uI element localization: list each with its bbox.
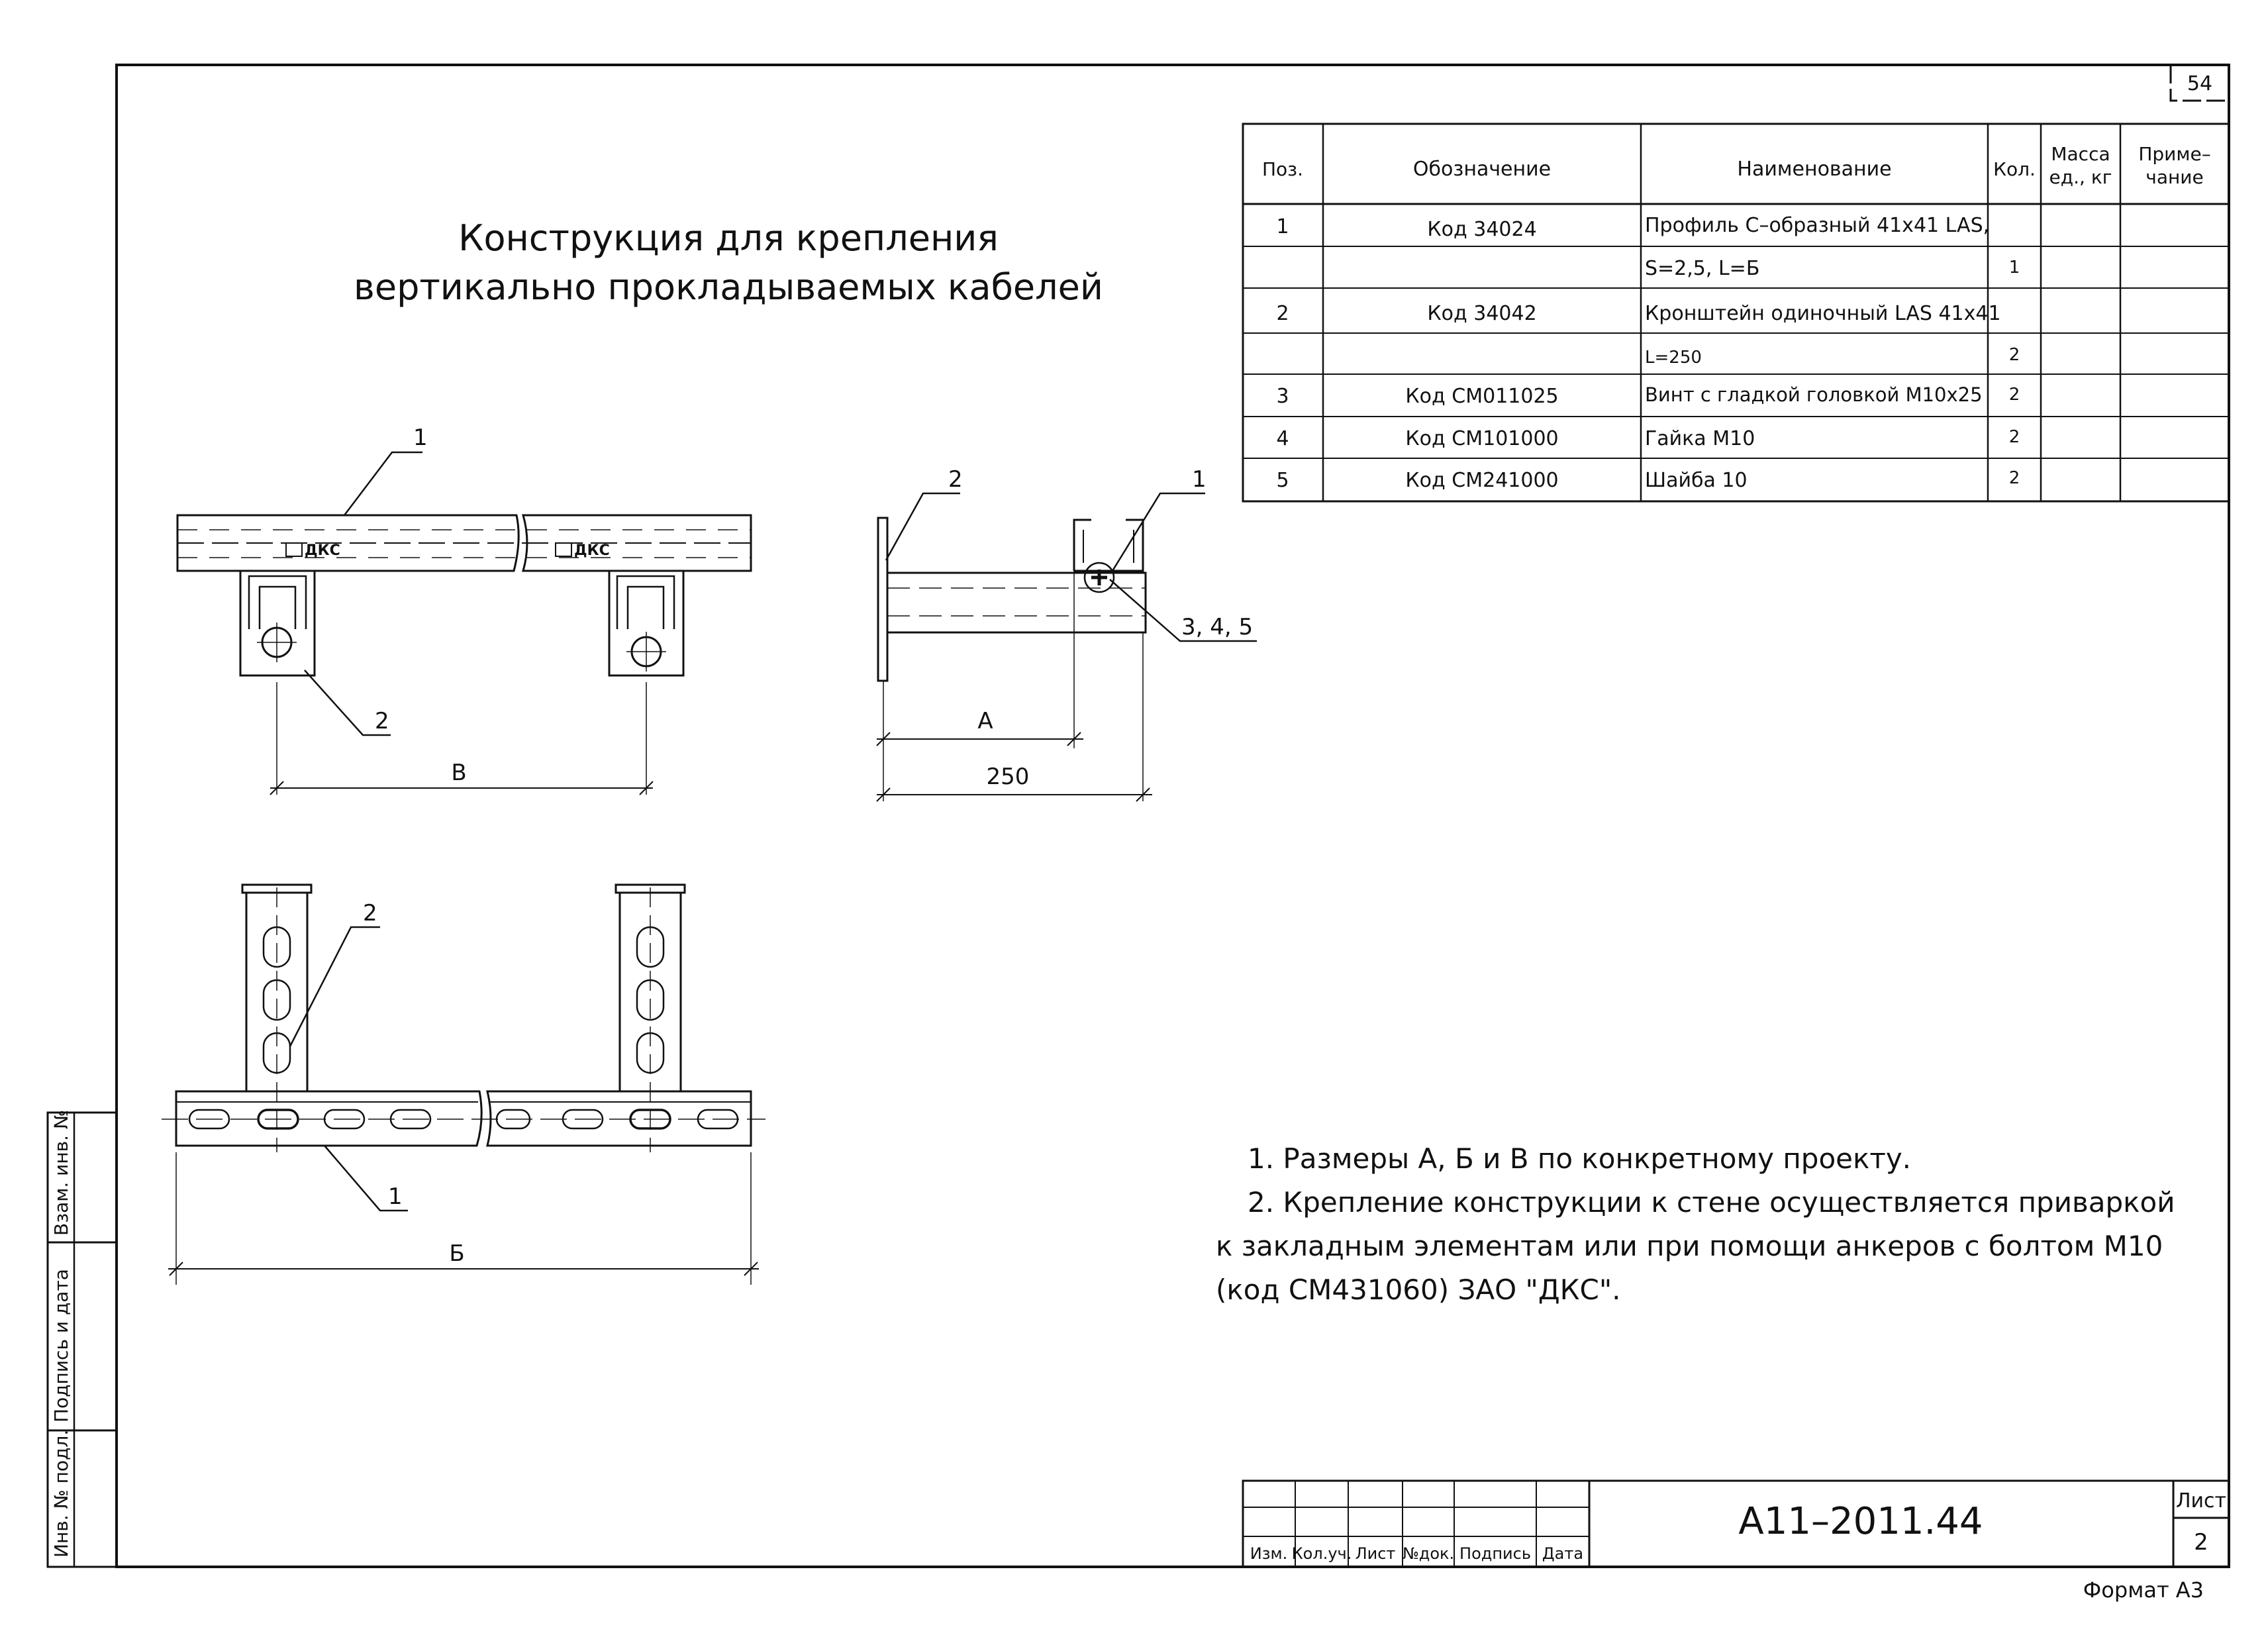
table-row-qty: 2 <box>2008 468 2020 488</box>
th-designation: Обозначение <box>1412 158 1552 181</box>
table-row-name: Винт с гладкой головкой М10х25 <box>1645 383 1983 406</box>
tb-podpis: Подпись <box>1459 1544 1531 1563</box>
table-row-qty: 2 <box>2008 427 2020 447</box>
logo-dks-right: ДКС <box>574 542 610 559</box>
callout-1-plan: 1 <box>388 1183 403 1210</box>
table-row-designation: Код 34024 <box>1427 218 1537 241</box>
note-2-line1: 2. Крепление конструкции к стене осуществляется приваркой <box>1248 1186 2175 1219</box>
table-row-name: Кронштейн одиночный LAS 41х41 <box>1645 302 2001 325</box>
table-row-name: Профиль С–образный 41х41 LAS, <box>1645 214 1990 237</box>
table-row-qty: 2 <box>2008 385 2020 405</box>
logo-dks-left: ДКС <box>305 542 340 559</box>
table-row-designation: Код СМ101000 <box>1405 427 1559 450</box>
callout-1-side: 1 <box>1192 466 1207 493</box>
th-qty: Кол. <box>1993 158 2036 180</box>
th-mass-1: Масса <box>2051 143 2110 165</box>
plan-view-drawing <box>162 885 765 1285</box>
th-mass-2: ед., кг <box>2049 166 2112 188</box>
side-view-drawing <box>877 493 1257 801</box>
tb-sheet-number: 2 <box>2194 1529 2208 1556</box>
table-row-pos: 3 <box>1276 385 1289 408</box>
table-row-qty: 1 <box>2008 258 2020 277</box>
drawing-title-line2: вертикально прокладываемых кабелей <box>354 266 1103 308</box>
table-row-pos: 5 <box>1276 469 1289 492</box>
stamp-inv-podl: Инв. № подл. <box>50 1429 72 1558</box>
table-row-pos: 1 <box>1276 215 1289 238</box>
stamp-vzam-inv: Взам. инв. № <box>50 1109 72 1236</box>
callout-1-front: 1 <box>413 424 428 451</box>
table-row-name: Гайка М10 <box>1645 427 1755 450</box>
tb-data: Дата <box>1542 1544 1584 1563</box>
th-note-1: Приме– <box>2138 143 2211 165</box>
tb-ndok: №док. <box>1402 1544 1455 1563</box>
dim-label-B: Б <box>449 1240 465 1267</box>
tb-list: Лист <box>1355 1544 1396 1563</box>
tb-sheet-label: Лист <box>2175 1489 2227 1513</box>
dim-label-V: В <box>451 760 467 786</box>
table-row-name: Шайба 10 <box>1645 469 1748 492</box>
callout-2-plan: 2 <box>363 900 377 926</box>
table-row-pos: 4 <box>1276 427 1289 450</box>
table-row-designation: Код СМ241000 <box>1405 469 1559 492</box>
th-pos: Поз. <box>1262 158 1303 180</box>
format-label: Формат А3 <box>2083 1577 2204 1603</box>
spec-rows <box>1276 214 2020 492</box>
tb-koluch: Кол.уч. <box>1291 1544 1352 1563</box>
table-row-designation: Код СМ011025 <box>1405 385 1559 408</box>
corner-sheet-number: 54 <box>2187 72 2213 95</box>
callout-2-side: 2 <box>948 466 963 493</box>
dim-label-250: 250 <box>986 764 1030 790</box>
stamp-podpis-data: Подпись и дата <box>50 1269 72 1422</box>
th-note-2: чание <box>2145 166 2204 188</box>
note-2-line2: к закладным элементам или при помощи анкеров с болтом М10 <box>1216 1230 2163 1262</box>
front-view-drawing <box>177 452 751 795</box>
tb-izm: Изм. <box>1250 1544 1288 1563</box>
note-2-line3: (код СМ431060) ЗАО "ДКС". <box>1216 1273 1621 1306</box>
drawing-title-line1: Конструкция для крепления <box>458 217 999 259</box>
note-1: 1. Размеры А, Б и В по конкретному проекту. <box>1248 1142 1912 1175</box>
table-row-qty: 2 <box>2008 345 2020 365</box>
th-name: Наименование <box>1737 158 1892 181</box>
tb-doc-code: А11–2011.44 <box>1738 1500 1983 1543</box>
callout-345-side: 3, 4, 5 <box>1181 614 1254 640</box>
table-row-pos: 2 <box>1276 302 1289 325</box>
table-row-designation: Код 34042 <box>1427 302 1537 325</box>
dim-label-A: А <box>977 708 993 734</box>
table-row-name: S=2,5, L=Б <box>1645 257 1760 280</box>
callout-2-front: 2 <box>375 708 389 734</box>
table-row-name: L=250 <box>1645 348 1702 368</box>
notes <box>1216 1142 2175 1306</box>
